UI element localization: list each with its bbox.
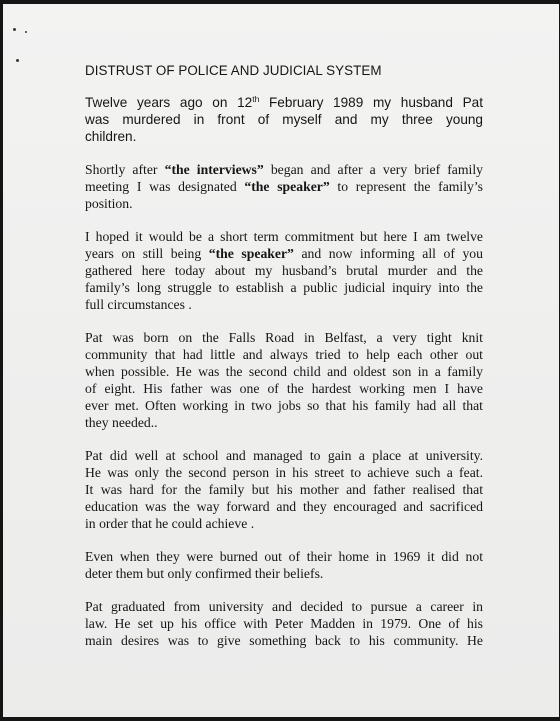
paragraph-career [85, 598, 483, 649]
paragraph-line: It was hard for the family but his mother and father realised that [85, 482, 483, 497]
paragraph-line: education was the way forward and they encouraged and sacrificed [85, 499, 483, 514]
scan-speck [13, 28, 16, 31]
intro-line: Twelve years ago on 12th February 1989 my husband Pat [85, 94, 484, 110]
paragraph-line: full circumstances . [85, 297, 192, 312]
ordinal-suffix: th [252, 94, 260, 104]
paragraph-line: Shortly after “the interviews” began and after a very brief family [85, 162, 483, 177]
paragraph-line: I hoped it would be a short term commitment but here I am twelve [85, 229, 483, 244]
document-page [3, 4, 559, 717]
paragraph-line: meeting I was designated “the speaker” to represent the family’s [85, 179, 484, 194]
paragraph-commitment [85, 228, 483, 313]
paragraph-falls-road [85, 329, 483, 431]
paragraph-line: He was only the second person in his street to achieve such a feat. [85, 465, 483, 480]
paragraph-line: gathered here today about my husband’s brutal murder and the [85, 263, 483, 278]
paragraph-line: law. He set up his office with Peter Madden in 1979. One of his [85, 616, 483, 631]
intro-line: was murdered in front of myself and my three young [85, 112, 483, 127]
paragraph-line: family’s long struggle to establish a public judicial inquiry into the [85, 280, 483, 295]
intro-paragraph [85, 94, 483, 145]
paragraph-line: in order that he could achieve . [85, 516, 255, 531]
emphasis-the-interviews: “the interviews” [164, 162, 264, 177]
paragraph-line: community that had little and always tried to help each other out [85, 347, 483, 362]
document-body [85, 62, 483, 665]
paragraph-line: Pat was born on the Falls Road in Belfast, a very tight knit [85, 330, 483, 345]
paragraph-line: ever met. Often working in two jobs so that his family had all that [85, 398, 483, 413]
scan-speck [16, 59, 19, 62]
intro-line: children. [85, 129, 137, 144]
scan-speck [25, 31, 27, 33]
paragraph-line: Pat graduated from university and decided to pursue a career in [85, 599, 483, 614]
paragraph-interviews [85, 161, 483, 212]
emphasis-the-speaker: “the speaker” [208, 246, 294, 261]
paragraph-line: Even when they were burned out of their home in 1969 it did not [85, 549, 483, 564]
paragraph-line: Pat did well at school and managed to gain a place at university. [85, 448, 483, 463]
paragraph-line: years on still being “the speaker” and now informing all of you [85, 246, 483, 261]
paragraph-line: when possible. He was the second child and oldest son in a family [85, 364, 483, 379]
document-heading: DISTRUST OF POLICE AND JUDICIAL SYSTEM [85, 63, 382, 78]
paragraph-line: main desires was to give something back to his community. He [85, 633, 483, 648]
paragraph-1969 [85, 548, 483, 582]
paragraph-line: they needed.. [85, 415, 158, 430]
paragraph-line: position. [85, 196, 133, 211]
paragraph-line: deter them but only confirmed their beliefs. [85, 566, 324, 581]
paragraph-university [85, 447, 483, 532]
emphasis-the-speaker: “the speaker” [244, 179, 330, 194]
paragraph-line: of eight. His father was one of the hardest working men I have [85, 381, 483, 396]
